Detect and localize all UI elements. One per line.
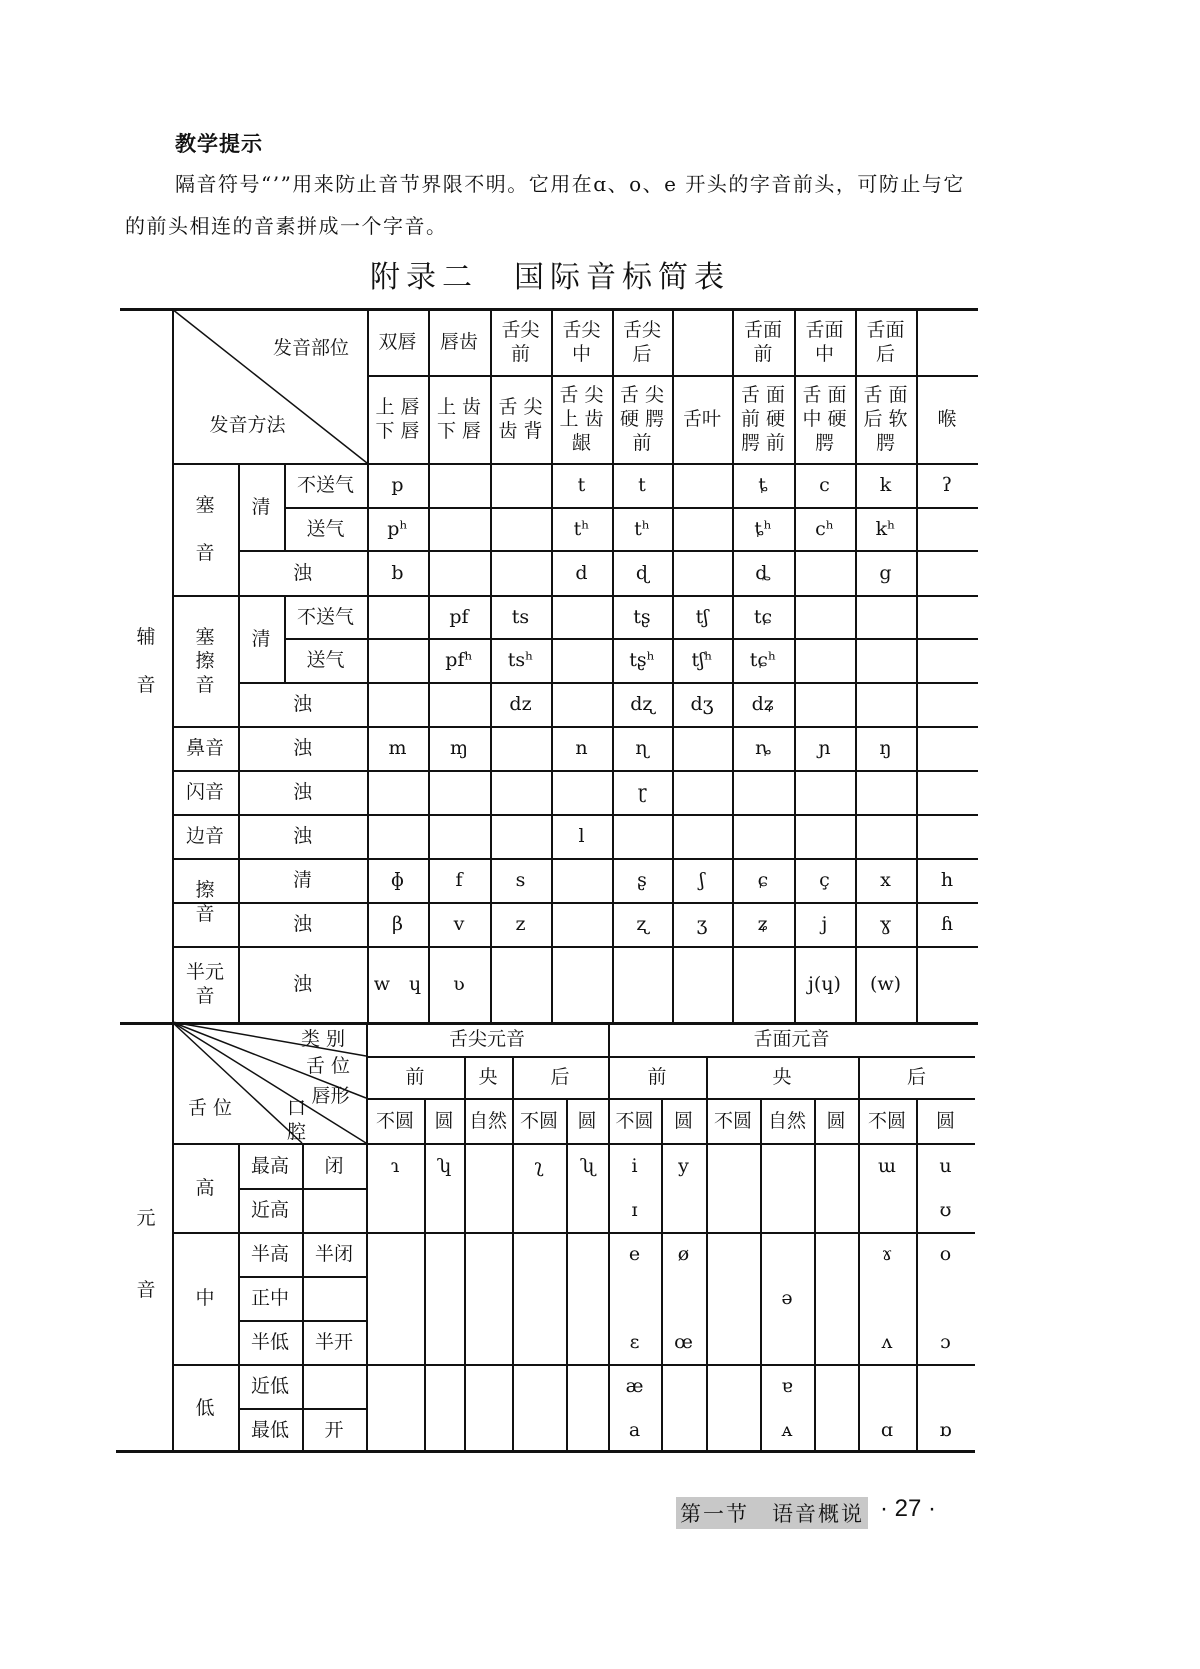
- place-header: 舌尖 后: [622, 319, 661, 365]
- voicing-voiced: 浊: [292, 737, 312, 759]
- ipa-symbol: ə: [781, 1287, 793, 1309]
- appendix-title: 附录二 国际音标简表: [370, 260, 730, 295]
- ipa-symbol: ʮ: [436, 1154, 452, 1177]
- ipa-symbol: ɐ: [781, 1375, 793, 1397]
- ipa-symbol: l: [578, 825, 585, 847]
- ipa-symbol: æ: [625, 1375, 644, 1397]
- place-subheader: 舌 面 中 硬 腭: [802, 384, 847, 454]
- ipa-symbol: tʃ: [695, 605, 709, 628]
- rule-line: [302, 1143, 304, 1452]
- hint-title: 教学提示: [175, 132, 263, 156]
- ipa-symbol: c: [819, 474, 830, 496]
- ipa-symbol: ɛ: [629, 1331, 640, 1353]
- ipa-symbol: h: [940, 869, 954, 891]
- place-subheader: 上 齿 下 唇: [436, 396, 482, 442]
- corner-tongue-height-label: 舌 位: [187, 1096, 233, 1119]
- ipa-symbol: y: [678, 1154, 689, 1177]
- ipa-symbol: t: [638, 474, 646, 496]
- ipa-symbol: b: [391, 561, 404, 584]
- ipa-symbol: ȵ: [755, 737, 771, 759]
- ipa-symbol: tɕ: [753, 605, 773, 628]
- ipa-symbol: β: [392, 913, 403, 935]
- ipa-symbol: ɖ: [635, 561, 649, 584]
- ipa-symbol: ɑ: [880, 1419, 894, 1441]
- place-subheader: 舌叶: [682, 408, 721, 430]
- openness-label: 闭: [324, 1154, 344, 1177]
- tongue-position-header: 后: [550, 1066, 570, 1088]
- place-subheader: 上 唇 下 唇: [375, 396, 420, 442]
- place-subheader: 舌 尖 齿 背: [498, 396, 543, 442]
- ipa-symbol: p: [391, 474, 404, 496]
- ipa-symbol: ɒ: [939, 1419, 952, 1441]
- corner-lip-shape-label: 唇形: [311, 1085, 350, 1107]
- ipa-symbol: ɕ: [757, 869, 769, 891]
- ipa-symbol: u: [939, 1154, 952, 1177]
- voicing-voiceless: 清: [251, 627, 271, 650]
- manner-lateral: 边音: [185, 825, 224, 847]
- ipa-symbol: ȡ: [755, 561, 771, 584]
- ipa-symbol: w ɥ: [373, 973, 422, 995]
- ipa-symbol: ʔ: [941, 474, 953, 496]
- tongue-position-header: 前: [405, 1066, 425, 1088]
- ipa-symbol: tʂ: [633, 605, 651, 628]
- place-header: 舌面 中: [805, 319, 844, 365]
- ipa-symbol: d: [575, 561, 588, 584]
- ipa-symbol: ȶ: [758, 474, 768, 496]
- ipa-symbol: ʌ: [881, 1331, 893, 1353]
- ipa-symbol: s: [515, 869, 526, 891]
- ipa-symbol: ʐ: [636, 913, 648, 935]
- place-header: 双唇: [378, 331, 417, 353]
- ipa-symbol: ɣ: [879, 913, 892, 935]
- ipa-symbol: a: [628, 1419, 641, 1441]
- ipa-symbol: ʒ: [696, 913, 708, 935]
- voicing-voiced: 浊: [292, 825, 312, 847]
- ipa-symbol: (w): [869, 973, 902, 995]
- ipa-symbol: e: [628, 1243, 641, 1265]
- hint-paragraph: 隔音符号“’”用来防止音节界限不明。它用在ɑ、o、e 开头的字音前头，可防止与它的前头相连的音素拼成一个字音。: [125, 172, 965, 238]
- place-header: 舌尖 前: [501, 319, 540, 365]
- vowel-category: 舌面元音: [753, 1028, 830, 1050]
- ipa-symbol: x: [880, 869, 891, 891]
- ipa-symbol: i: [631, 1154, 638, 1177]
- ipa-symbol: kʰ: [875, 517, 896, 540]
- place-subheader: 喉: [937, 408, 957, 430]
- manner-stop: 塞 音: [195, 494, 215, 564]
- sub-height-label: 近低: [250, 1375, 289, 1397]
- ipa-symbol: v: [453, 913, 465, 935]
- tongue-position-header: 央: [478, 1066, 498, 1088]
- corner-tongue-position-label: 舌 位: [305, 1055, 351, 1077]
- ipa-symbol: m: [388, 737, 407, 759]
- ipa-symbol: ʅ: [534, 1154, 544, 1177]
- voicing-voiced: 浊: [292, 973, 312, 995]
- ipa-symbol: dʑ: [751, 693, 775, 715]
- height-high: 高: [195, 1176, 215, 1199]
- ipa-symbol: ʂ: [637, 869, 647, 891]
- aspiration-unaspirated: 不送气: [296, 605, 354, 628]
- ipa-symbol: k: [879, 474, 892, 496]
- ipa-symbol: ʯ: [579, 1154, 595, 1177]
- aspiration-aspirated: 送气: [306, 649, 345, 671]
- ipa-symbol: f: [455, 869, 463, 891]
- openness-label: 半开: [314, 1331, 353, 1353]
- ipa-symbol: ʑ: [757, 913, 769, 935]
- ipa-symbol: ɯ: [877, 1154, 897, 1177]
- voicing-voiced: 浊: [292, 781, 312, 803]
- manner-affricate: 塞 擦 音: [195, 625, 215, 696]
- ipa-symbol: ʋ: [453, 973, 465, 995]
- place-header: 唇齿: [439, 331, 478, 353]
- ipa-symbol: dʐ: [630, 693, 654, 715]
- lip-shape-header: 不圆: [713, 1109, 752, 1132]
- place-header: 舌面 后: [866, 319, 905, 365]
- lip-shape-header: 圆: [577, 1109, 597, 1132]
- ipa-symbol: cʰ: [815, 517, 834, 540]
- voicing-voiced: 浊: [292, 561, 312, 584]
- place-subheader: 舌 面 后 软 腭: [863, 384, 908, 454]
- consonant-group-label: 辅 音: [136, 625, 156, 696]
- page-number: · 27 ·: [880, 1495, 937, 1522]
- vowel-category: 舌尖元音: [448, 1028, 525, 1050]
- ipa-symbol: tʃʰ: [691, 649, 713, 671]
- sub-height-label: 近高: [250, 1199, 289, 1221]
- ipa-symbol: g: [879, 561, 892, 584]
- manner-flap: 闪音: [185, 781, 224, 803]
- ipa-symbol: ø: [677, 1243, 690, 1265]
- ipa-symbol: œ: [674, 1331, 693, 1353]
- corner-manner-label: 发音方法: [209, 414, 286, 436]
- lip-shape-header: 不圆: [375, 1109, 414, 1132]
- place-header: 舌面 前: [743, 319, 782, 365]
- corner-place-label: 发音部位: [272, 336, 349, 359]
- ipa-symbol: z: [515, 913, 526, 935]
- lip-shape-header: 圆: [826, 1109, 846, 1132]
- ipa-symbol: dz: [509, 693, 532, 715]
- corner-category-label: 类 别: [300, 1028, 346, 1050]
- ipa-symbol: n: [575, 737, 588, 759]
- voicing-voiceless: 清: [292, 869, 312, 891]
- ipa-symbol: t: [577, 474, 586, 496]
- ipa-symbol: ȶʰ: [754, 517, 772, 540]
- voicing-voiced: 浊: [292, 693, 312, 715]
- ipa-symbol: ɳ: [635, 737, 649, 759]
- openness-label: 半闭: [314, 1243, 353, 1265]
- lip-shape-header: 不圆: [867, 1109, 906, 1132]
- aspiration-aspirated: 送气: [306, 517, 345, 540]
- lip-shape-header: 圆: [935, 1109, 955, 1132]
- ipa-symbol: pfʰ: [445, 649, 473, 671]
- lip-shape-header: 不圆: [615, 1109, 654, 1132]
- place-header: [672, 309, 732, 375]
- place-subheader: 舌 尖 硬 腭 前: [619, 384, 665, 454]
- ipa-symbol: j(ɥ): [808, 973, 841, 995]
- sub-height-label: 最低: [250, 1419, 289, 1441]
- sub-height-label: 半高: [250, 1243, 289, 1265]
- ipa-symbol: ɪ: [631, 1199, 638, 1221]
- place-header: 舌尖 中: [562, 319, 601, 365]
- ipa-symbol: ᴀ: [781, 1419, 793, 1441]
- ipa-symbol: ŋ: [879, 737, 892, 759]
- manner-fricative: 擦 音: [195, 879, 215, 925]
- manner-nasal: 鼻音: [185, 737, 224, 759]
- vowel-group-label: 元 音: [136, 1206, 156, 1301]
- tongue-position-header: 后: [906, 1066, 926, 1088]
- lip-shape-header: 圆: [434, 1109, 454, 1132]
- ipa-symbol: tʰ: [634, 517, 650, 540]
- ipa-symbol: ɱ: [449, 737, 469, 759]
- ipa-symbol: ɦ: [940, 913, 954, 935]
- ipa-symbol: ʊ: [939, 1199, 952, 1221]
- height-mid: 中: [195, 1287, 215, 1309]
- ipa-symbol: ʃ: [699, 869, 705, 891]
- ipa-symbol: pʰ: [387, 517, 408, 540]
- rule-line: [814, 1098, 816, 1452]
- ipa-symbol: ts: [511, 605, 530, 628]
- aspiration-unaspirated: 不送气: [296, 474, 354, 496]
- lip-shape-header: 不圆: [519, 1109, 558, 1132]
- ipa-symbol: tʂʰ: [629, 649, 655, 671]
- ipa-symbol: ɿ: [390, 1154, 400, 1177]
- ipa-symbol: tɕʰ: [749, 649, 777, 671]
- tongue-position-header: 前: [647, 1066, 667, 1088]
- sub-height-label: 半低: [250, 1331, 289, 1353]
- place-subheader: 舌 尖 上 齿 龈: [559, 384, 604, 454]
- ipa-symbol: ɸ: [390, 869, 405, 891]
- sub-height-label: 最高: [250, 1154, 289, 1177]
- ipa-symbol: ç: [819, 869, 830, 891]
- ipa-symbol: ɔ: [940, 1331, 951, 1353]
- sub-height-label: 正中: [250, 1287, 289, 1309]
- corner-mouth-label: 口 腔: [286, 1097, 306, 1143]
- tongue-position-header: 央: [772, 1066, 792, 1088]
- lip-shape-header: 自然: [767, 1109, 806, 1132]
- openness-label: 开: [324, 1419, 344, 1441]
- lip-shape-header: 圆: [673, 1109, 693, 1132]
- height-low: 低: [195, 1397, 215, 1419]
- ipa-symbol: o: [939, 1243, 952, 1265]
- ipa-symbol: ɲ: [818, 737, 831, 759]
- ipa-symbol: tʰ: [573, 517, 590, 540]
- ipa-symbol: j: [821, 913, 828, 935]
- ipa-symbol: ɤ: [881, 1243, 893, 1265]
- place-header: [916, 309, 978, 375]
- manner-semivowel: 半元 音: [185, 961, 224, 1007]
- ipa-symbol: dʒ: [690, 693, 714, 715]
- footer-section: 第一节 语音概说: [676, 1497, 868, 1529]
- place-subheader: 舌 面 前 硬 腭 前: [740, 384, 786, 454]
- ipa-symbol: tsʰ: [507, 649, 534, 671]
- voicing-voiced: 浊: [292, 913, 312, 935]
- ipa-symbol: ɽ: [637, 781, 647, 803]
- ipa-symbol: pf: [449, 605, 469, 628]
- voicing-voiceless: 清: [251, 495, 271, 518]
- lip-shape-header: 自然: [468, 1109, 507, 1132]
